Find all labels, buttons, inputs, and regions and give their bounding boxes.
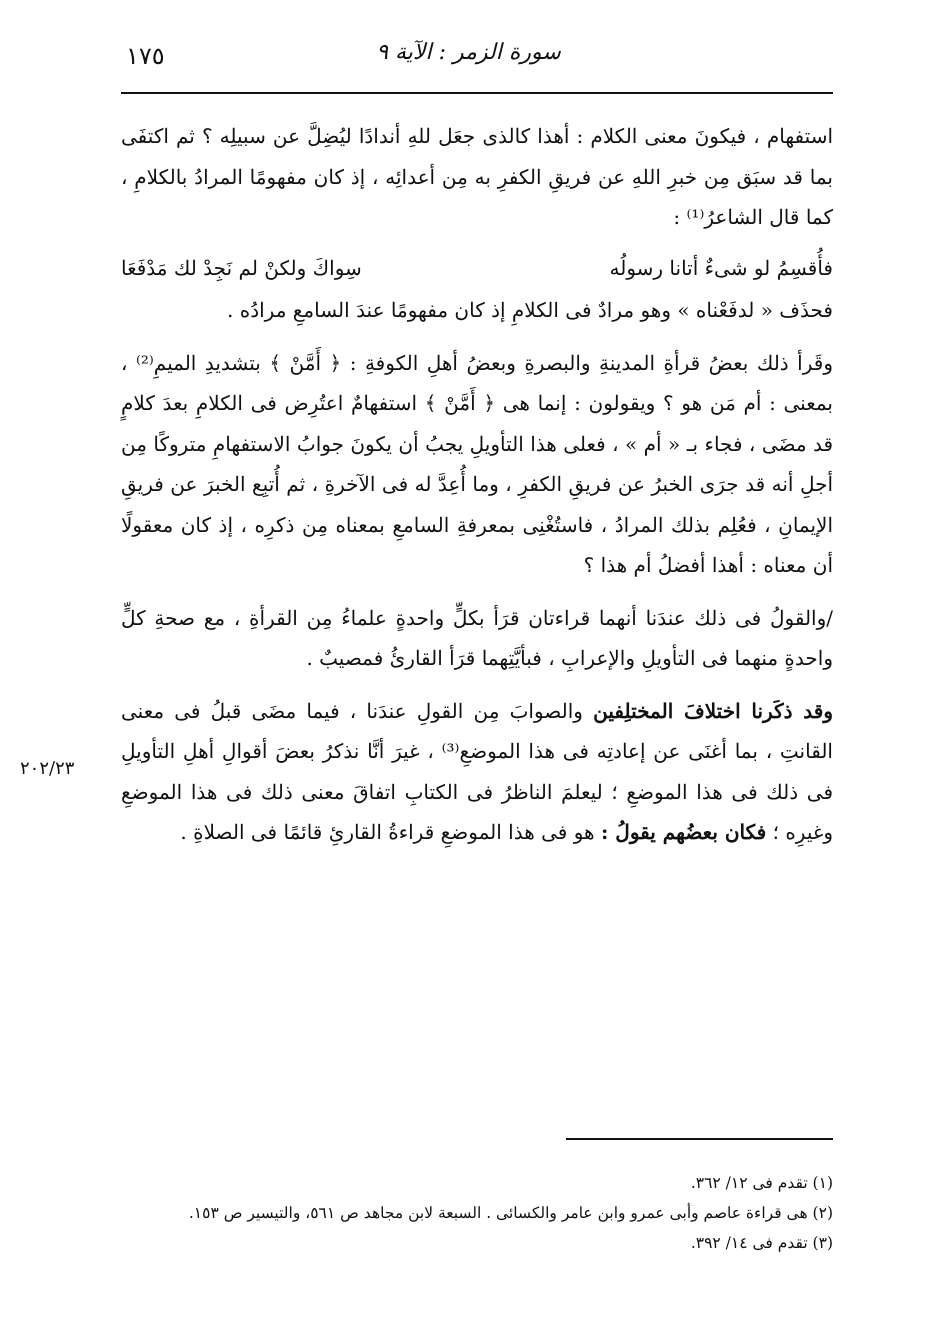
text-line: استفهام ، فيكونَ معنى الكلام : أهذا كالذى جعَل للهِ أندادًا ليُضِلَّ عن سبيلِه ؟ ثم	[176, 124, 834, 148]
verse-first-half: فأُقسِمُ لو شىءٌ أتانا رسولُه	[609, 255, 833, 280]
text-line: التأويلِ فى ذلك فى هذا الموضعِ ؛ ليعلمَ الناظرُ فى الكتابِ اتفاقَ معنى ذلك فى هذا	[121, 739, 833, 804]
page-number: ١٧٥	[126, 42, 165, 70]
footnotes	[121, 1168, 833, 1258]
main-text	[121, 116, 833, 853]
paragraph-3	[121, 343, 833, 586]
text-line: هو فى هذا الموضعِ قراءةُ القارئِ قائمًا فى	[250, 820, 601, 844]
text-line: صحةِ كلٍّ واحدةٍ منهما فى التأويلِ والإعرابِ ، فبأيَّتِهما قرَأ القارئُ فمصيبٌ .	[121, 605, 833, 670]
poetry-verse	[121, 248, 833, 289]
text-line: الموضعِ وغيرِه ؛	[121, 779, 833, 844]
text-line: معنى القانتِ ، بما أغنَى عن إعادتِه فى هذا الموضعِ⁽³⁾ ، غيرَ أنَّا نذكرُ بعضَ أقوالِ أهلِ	[121, 698, 833, 763]
text-line: اكتفَى بما قد سبَق مِن خبرِ اللهِ عن فريقِ الكفرِ به مِن أعدائِه ، إذ كان مفهومًا المرادُ	[121, 124, 833, 189]
running-title: سورة الزمر : الآية ٩	[376, 40, 561, 65]
bold-lead: وقد ذكَرنا اختلافَ المختلِفين	[593, 698, 833, 723]
footnote: (٣) تقدم فى ١٤/ ٣٩٢.	[690, 1234, 833, 1252]
header-rule	[121, 92, 833, 94]
text-line: فحذَف « لدفَعْناه » وهو مرادٌ فى الكلامِ إذ كان مفهومًا عندَ السامعِ مرادُه .	[227, 298, 833, 322]
bold-phrase: فكان بعضُهم يقولُ :	[600, 820, 767, 844]
text-line: الاستفهامِ متروكًا مِن أجلِ أنه قد جرَى الخبرُ عن فريقِ الكفرِ ، وما أُعِدَّ له فى الآخرةِ ،	[121, 431, 834, 496]
text-line: وقَرأ ذلك بعضُ قرأةِ المدينةِ والبصرةِ وبعضُ أهلِ الكوفةِ : ﴿ أَمَّنْ ﴾ بتشديدِ	[204, 350, 833, 375]
text-line: /والقولُ فى ذلك عندَنا أنهما قراءتان قرَأ بكلٍّ واحدةٍ علماءُ مِن القرأةِ ، مع	[203, 605, 834, 630]
text-line: بالكلامِ ، كما قال الشاعرُ⁽¹⁾ :	[121, 164, 833, 229]
footnote-rule	[566, 1138, 833, 1140]
text-line: ذكرِه ، إذ كان معقولًا أن معناه : أهذا أفضلُ أم هذا ؟	[121, 512, 833, 577]
text-line: الصلاةِ .	[180, 820, 245, 844]
text-line: والصوابَ مِن القولِ عندَنا ، فيما مضَى قبلُ فى	[174, 698, 594, 723]
footnote: (١) تقدم فى ١٢/ ٣٦٢.	[690, 1174, 833, 1192]
text-line: الميمِ⁽²⁾ ، بمعنى : أم مَن هو ؟ ويقولون : إنما هى ﴿ أَمَّنْ ﴾ استفهامٌ اعتُرِض فى الكلامِ	[121, 350, 833, 415]
paragraph-4	[121, 598, 833, 679]
paragraph-5	[121, 691, 833, 853]
paragraph-1	[121, 116, 833, 238]
text-line: ثم أُتبِع الخبرَ عن فريقِ الإيمانِ ، فعُلِم بذلك المرادُ ، فاستُغْنِى بمعرفةِ السامعِ بمعناه مِن	[121, 472, 834, 537]
paragraph-2	[121, 290, 833, 331]
verse-second-half: سِواكَ ولكنْ لم نَجِدْ لك مَدْفَعَا	[121, 255, 362, 280]
text-line: بعدَ كلامٍ قد مضَى ، فجاء بـ « أم » ، فعلى هذا التأويلِ يجبُ أن يكونَ جوابُ	[121, 391, 834, 456]
footnote: (٢) هى قراءة عاصم وأبى عمرو وابن عامر والكسائى . السبعة لابن مجاهد ص ٥٦١، والتيسير ص ١٥٣.	[188, 1204, 833, 1222]
margin-page-reference: ٢٠٢/٢٣	[20, 758, 75, 779]
